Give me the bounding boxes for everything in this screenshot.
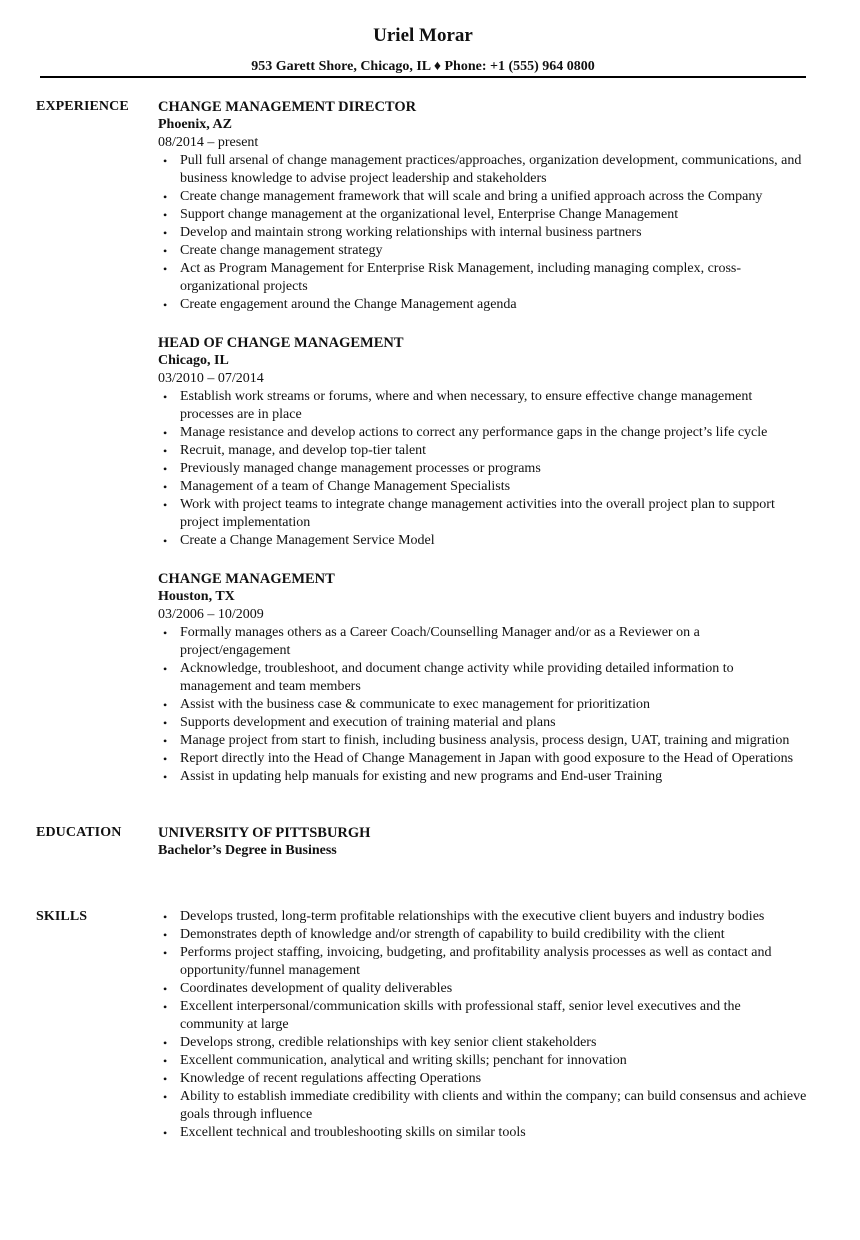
bullet-icon: •	[163, 752, 168, 766]
bullet-text: Develop and maintain strong working relationships with internal business partners	[180, 225, 642, 240]
bullet-icon: •	[163, 1090, 168, 1104]
bullet-icon: •	[163, 154, 168, 168]
job-entry	[158, 334, 808, 550]
bullet-text: Support change management at the organizational level, Enterprise Change Management	[180, 207, 679, 222]
skill-text: Coordinates development of quality deliverables	[180, 981, 453, 996]
bullet-text: Work with project teams to integrate change management activities into the overall project plan to support project implementation	[180, 497, 775, 530]
bullet-icon: •	[163, 426, 168, 440]
skill-item	[158, 1124, 808, 1142]
bullet-text: Create change management framework that will scale and bring a unified approach across the Company	[180, 189, 763, 204]
bullet-item	[158, 624, 808, 660]
bullet-text: Management of a team of Change Management Specialists	[180, 479, 511, 494]
job-title: CHANGE MANAGEMENT DIRECTOR	[158, 99, 417, 115]
bullet-icon: •	[163, 444, 168, 458]
skill-item	[158, 944, 808, 980]
bullet-item	[158, 532, 808, 550]
job-bullets	[158, 388, 808, 550]
bullet-icon: •	[163, 190, 168, 204]
job-entry	[158, 98, 808, 314]
degree-name: Bachelor’s Degree in Business	[158, 843, 337, 858]
bullet-icon: •	[163, 716, 168, 730]
bullet-text: Acknowledge, troubleshoot, and document change activity while providing detailed information to management and team members	[180, 661, 734, 694]
skills-list	[158, 908, 808, 1142]
skill-item	[158, 908, 808, 926]
bullet-icon: •	[163, 208, 168, 222]
bullet-text: Establish work streams or forums, where and when necessary, to ensure effective change management processes are in place	[180, 389, 753, 422]
skill-item	[158, 998, 808, 1034]
bullet-text: Recruit, manage, and develop top-tier talent	[180, 443, 427, 458]
bullet-text: Report directly into the Head of Change Management in Japan with good exposure to the Head of Operations	[180, 751, 794, 766]
bullet-text: Supports development and execution of training material and plans	[180, 715, 556, 730]
skill-item	[158, 1052, 808, 1070]
section-label-experience: EXPERIENCE	[36, 99, 129, 114]
bullet-item	[158, 206, 808, 224]
skill-text: Ability to establish immediate credibility with clients and within the company; can build consensus and achieve goals through influence	[180, 1089, 807, 1122]
skill-text: Knowledge of recent regulations affecting Operations	[180, 1071, 482, 1086]
skill-item	[158, 980, 808, 998]
bullet-text: Previously managed change management processes or programs	[180, 461, 541, 476]
section-label-skills: SKILLS	[36, 909, 88, 924]
bullet-icon: •	[163, 226, 168, 240]
bullet-icon: •	[163, 462, 168, 476]
job-location: Houston, TX	[158, 589, 235, 604]
bullet-item	[158, 714, 808, 732]
bullet-text: Create engagement around the Change Management agenda	[180, 297, 517, 312]
bullet-icon: •	[163, 770, 168, 784]
bullet-text: Manage resistance and develop actions to correct any performance gaps in the change project’s life cycle	[180, 425, 768, 440]
bullet-item	[158, 696, 808, 714]
bullet-icon: •	[163, 298, 168, 312]
header-divider	[40, 76, 806, 78]
job-dates: 03/2010 – 07/2014	[158, 371, 264, 386]
skill-text: Develops trusted, long-term profitable relationships with the executive client buyers and industry bodies	[180, 909, 765, 924]
bullet-icon: •	[163, 1054, 168, 1068]
job-title: HEAD OF CHANGE MANAGEMENT	[158, 335, 404, 351]
bullet-icon: •	[163, 946, 168, 960]
bullet-item	[158, 224, 808, 242]
experience-list	[158, 98, 808, 806]
bullet-icon: •	[163, 534, 168, 548]
bullet-icon: •	[163, 928, 168, 942]
bullet-icon: •	[163, 982, 168, 996]
bullet-icon: •	[163, 1036, 168, 1050]
bullet-item	[158, 442, 808, 460]
skill-text: Demonstrates depth of knowledge and/or strength of capability to build credibility with the client	[180, 927, 725, 942]
job-location: Phoenix, AZ	[158, 117, 232, 132]
job-dates: 03/2006 – 10/2009	[158, 607, 264, 622]
bullet-item	[158, 388, 808, 424]
bullet-item	[158, 296, 808, 314]
bullet-item	[158, 478, 808, 496]
bullet-icon: •	[163, 1072, 168, 1086]
bullet-item	[158, 496, 808, 532]
bullet-icon: •	[163, 910, 168, 924]
skill-bullets	[158, 908, 808, 1142]
bullet-icon: •	[163, 262, 168, 276]
bullet-icon: •	[163, 244, 168, 258]
skill-item	[158, 926, 808, 944]
bullet-icon: •	[163, 390, 168, 404]
bullet-item	[158, 750, 808, 768]
bullet-icon: •	[163, 698, 168, 712]
section-label-education: EDUCATION	[36, 825, 122, 840]
bullet-icon: •	[163, 662, 168, 676]
bullet-item	[158, 242, 808, 260]
job-entry	[158, 570, 808, 786]
school-name: UNIVERSITY OF PITTSBURGH	[158, 825, 371, 841]
bullet-text: Manage project from start to finish, including business analysis, process design, UAT, training and migration	[180, 733, 790, 748]
skill-item	[158, 1034, 808, 1052]
job-bullets	[158, 624, 808, 786]
skill-text: Excellent interpersonal/communication skills with professional staff, senior level executives and the community at large	[180, 999, 741, 1032]
bullet-text: Assist in updating help manuals for existing and new programs and End-user Training	[180, 769, 663, 784]
job-bullets	[158, 152, 808, 314]
bullet-icon: •	[163, 480, 168, 494]
bullet-item	[158, 152, 808, 188]
bullet-item	[158, 260, 808, 296]
bullet-item	[158, 424, 808, 442]
bullet-icon: •	[163, 626, 168, 640]
bullet-item	[158, 188, 808, 206]
job-dates: 08/2014 – present	[158, 135, 259, 150]
bullet-item	[158, 768, 808, 786]
bullet-text: Formally manages others as a Career Coach/Counselling Manager and/or as a Reviewer on a project/engagement	[180, 625, 700, 658]
skill-text: Develops strong, credible relationships with key senior client stakeholders	[180, 1035, 597, 1050]
bullet-item	[158, 732, 808, 750]
skill-text: Excellent technical and troubleshooting skills on similar tools	[180, 1125, 526, 1140]
job-location: Chicago, IL	[158, 353, 229, 368]
bullet-icon: •	[163, 498, 168, 512]
bullet-icon: •	[163, 1000, 168, 1014]
job-title: CHANGE MANAGEMENT	[158, 571, 335, 587]
bullet-icon: •	[163, 1126, 168, 1140]
contact-info: 953 Garett Shore, Chicago, IL ♦ Phone: +1 (555) 964 0800	[251, 59, 595, 74]
bullet-text: Create a Change Management Service Model	[180, 533, 435, 548]
education-entry	[158, 824, 808, 860]
skill-text: Excellent communication, analytical and writing skills; penchant for innovation	[180, 1053, 627, 1068]
skill-item	[158, 1070, 808, 1088]
bullet-icon: •	[163, 734, 168, 748]
skill-item	[158, 1088, 808, 1124]
bullet-text: Assist with the business case & communicate to exec management for prioritization	[180, 697, 651, 712]
skill-text: Performs project staffing, invoicing, budgeting, and profitability analysis processes as well as contact and opportunity/funnel management	[180, 945, 772, 978]
bullet-item	[158, 460, 808, 478]
candidate-name: Uriel Morar	[373, 25, 473, 46]
bullet-text: Pull full arsenal of change management practices/approaches, organization development, communications, and business knowledge to advise project leadership and stakeholders	[180, 153, 802, 186]
bullet-text: Create change management strategy	[180, 243, 383, 258]
bullet-item	[158, 660, 808, 696]
bullet-text: Act as Program Management for Enterprise Risk Management, including managing complex, cross-organizational projects	[180, 261, 742, 294]
